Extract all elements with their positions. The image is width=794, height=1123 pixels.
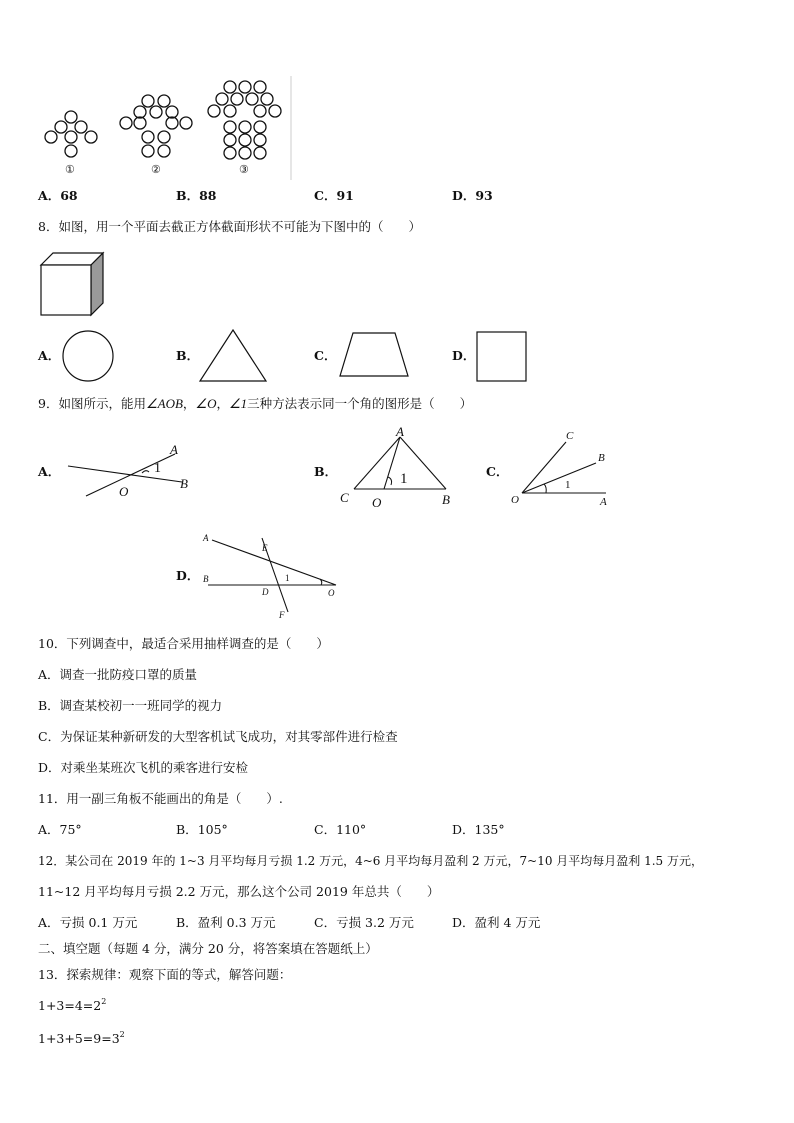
q9-option-d[interactable]: D． (176, 568, 200, 583)
q7-option-c[interactable] (314, 188, 354, 204)
q9a-label-o: O (119, 484, 129, 499)
option-letter: B． (176, 188, 200, 203)
q10-option-c[interactable]: C．为保证某种新研发的大型客机试飞成功，对其零部件进行检查 (38, 729, 398, 744)
q9-option-a[interactable]: A． (38, 464, 61, 479)
q9d-label-f: F (279, 610, 285, 620)
q12-stem-line-1: 12．某公司在 2019 年的 1~3 月平均每月亏损 1.2 万元，4~6 月平均每月盈利 2 万元，7~10 月平均每月盈利 1.5 万元， (38, 854, 703, 868)
q8-stem: 8．如图，用一个平面去截正方体截面形状不可能为下图中的（ ） (38, 219, 421, 234)
q8-triangle-shape (198, 328, 268, 384)
option-letter: A． (38, 188, 61, 203)
q11-option-b[interactable] (176, 822, 228, 838)
q9-angle-aob: ∠AOB (145, 396, 183, 411)
q8-square-shape (476, 331, 528, 383)
q7-fig-label-3: ③ (239, 163, 249, 176)
q8-trapezoid-shape (338, 331, 410, 379)
option-value: 110° (336, 822, 367, 837)
q7-option-d[interactable] (452, 188, 493, 204)
q7-figure (34, 74, 292, 182)
q13-stem: 13．探索规律：观察下面的等式，解答问题： (38, 967, 292, 982)
q9-figure-a (60, 440, 210, 504)
q12-stem-line-2: 11~12 月平均每月亏损 2.2 万元，那么这个公司 2019 年总共（ ） (38, 884, 440, 899)
q11-option-a[interactable] (38, 822, 82, 838)
option-value: 88 (199, 188, 217, 203)
q7-option-a[interactable] (38, 188, 78, 204)
q9b-label-b: B (442, 492, 450, 507)
q9c-label-b: B (598, 452, 605, 464)
q12-option-a[interactable]: A．亏损 0.1 万元 (38, 915, 138, 930)
q12-option-b[interactable]: B．盈利 0.3 万元 (176, 915, 276, 930)
q9b-label-c: C (340, 490, 349, 505)
equation-base: 1+3+5=9=3 (38, 1031, 120, 1046)
q8-option-b[interactable]: B． (176, 348, 200, 363)
q9-angle-o: ∠O (195, 396, 217, 411)
q9d-label-o: O (328, 588, 335, 598)
option-value: 68 (60, 188, 78, 203)
q9c-label-a: A (600, 496, 607, 508)
q9d-label-a: A (203, 533, 209, 543)
q9d-label-d: D (262, 587, 269, 597)
q10-option-d[interactable]: D．对乘坐某班次飞机的乘客进行安检 (38, 760, 249, 775)
q12-option-d[interactable]: D．盈利 4 万元 (452, 915, 541, 930)
q7-fig-label-1: ① (65, 163, 75, 176)
q9b-label-o: O (372, 495, 382, 510)
q8-cube-figure (40, 252, 106, 318)
q13-equation-2 (38, 1031, 125, 1047)
q9-stem-pre: 9．如图所示，能用 (38, 396, 146, 411)
option-value: 105° (197, 822, 228, 837)
equation-exponent: 2 (101, 997, 107, 1006)
q9c-label-c: C (566, 430, 574, 442)
q12-option-c[interactable]: C．亏损 3.2 万元 (314, 915, 414, 930)
option-value: 91 (336, 188, 354, 203)
q13-equation-1 (38, 998, 106, 1014)
option-letter: A． (38, 822, 60, 837)
option-letter: B． (176, 822, 198, 837)
q8-option-d[interactable]: D． (452, 348, 476, 363)
q7-option-b[interactable] (176, 188, 216, 204)
q9d-label-e: E (262, 543, 268, 553)
q11-option-d[interactable] (452, 822, 505, 838)
q9-stem (38, 396, 472, 412)
q10-option-a[interactable]: A．调查一批防疫口罩的质量 (38, 667, 198, 682)
q8-option-a[interactable]: A． (38, 348, 61, 363)
option-value: 93 (475, 188, 493, 203)
equation-base: 1+3=4=2 (38, 998, 102, 1013)
option-value: 135° (474, 822, 505, 837)
q9b-label-a: A (396, 424, 404, 439)
option-letter: D． (452, 188, 476, 203)
q8-circle-shape (61, 330, 115, 384)
q9-option-c[interactable]: C． (486, 464, 509, 479)
q7-fig-label-2: ② (151, 163, 161, 176)
q9-option-b[interactable]: B． (314, 464, 338, 479)
q9-stem-post: 三种方法表示同一个角的图形是（ ） (247, 396, 473, 411)
option-letter: C． (314, 822, 337, 837)
q9-figure-d (200, 530, 345, 620)
q10-stem: 10．下列调查中，最适合采用抽样调查的是（ ） (38, 636, 329, 651)
q9c-label-1: 1 (565, 479, 571, 491)
q9d-label-b: B (203, 574, 209, 584)
q9d-label-1: 1 (285, 573, 290, 583)
q9b-label-1: 1 (400, 471, 408, 487)
q9c-label-o: O (511, 494, 519, 506)
option-letter: D． (452, 822, 475, 837)
q9a-label-a: A (170, 442, 178, 457)
q9a-label-b: B (180, 476, 188, 491)
option-value: 75° (59, 822, 82, 837)
q9-sep-2: ， (216, 396, 229, 411)
q9a-label-1: 1 (154, 461, 161, 476)
section-heading: 二、填空题（每题 4 分，满分 20 分，将答案填在答题纸上） (38, 941, 378, 956)
equation-exponent: 2 (119, 1030, 125, 1039)
q8-option-c[interactable]: C． (314, 348, 337, 363)
q9-sep-1: ， (182, 396, 196, 411)
q10-option-b[interactable]: B．调查某校初一一班同学的视力 (38, 698, 223, 713)
option-letter: C． (314, 188, 337, 203)
q11-option-c[interactable] (314, 822, 366, 838)
q9-angle-1: ∠1 (228, 396, 248, 411)
q11-stem: 11．用一副三角板不能画出的角是（ ）. (38, 791, 283, 806)
